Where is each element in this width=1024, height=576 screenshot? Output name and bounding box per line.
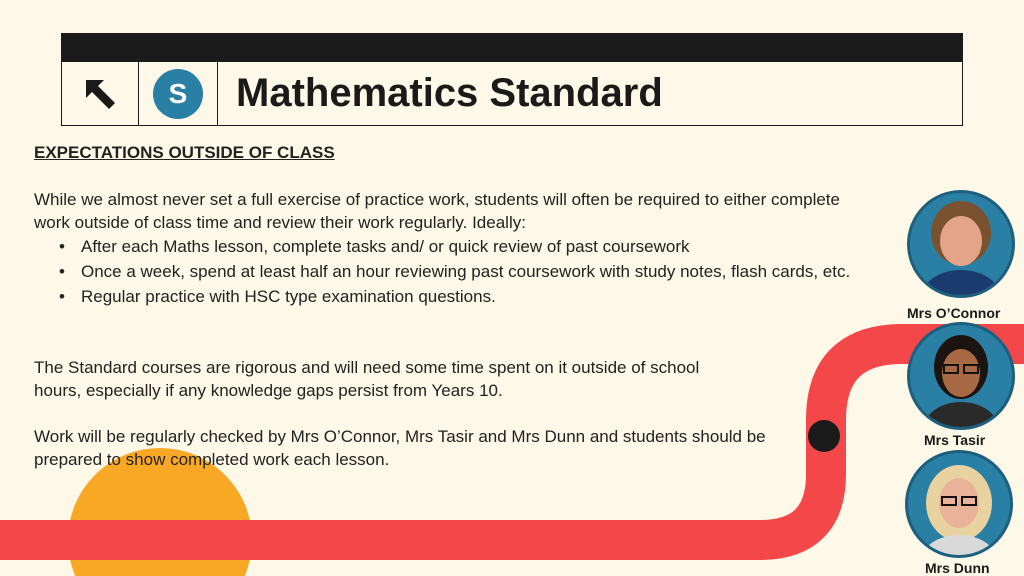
staff-photo-tasir	[907, 322, 1015, 430]
expectations-list	[34, 236, 921, 311]
person-icon	[910, 325, 1012, 427]
staff-photo-oconnor	[907, 190, 1015, 298]
section-heading: EXPECTATIONS OUTSIDE OF CLASS	[34, 143, 335, 162]
staff-photo-dunn	[905, 450, 1013, 558]
back-arrow-cell[interactable]	[62, 62, 139, 125]
arrow-up-left-icon[interactable]	[82, 76, 118, 112]
checking-paragraph: Work will be regularly checked by Mrs O’Connor, Mrs Tasir and Mrs Dunn and students should be prepared to show completed work each lesson.	[34, 427, 766, 469]
list-item: • After each Maths lesson, complete tasks and/ or quick review of past coursework	[81, 236, 921, 258]
header-bar	[61, 33, 963, 126]
person-icon	[908, 453, 1010, 555]
course-badge: S	[153, 69, 203, 119]
staff-name-tasir: Mrs Tasir	[924, 432, 986, 448]
staff-name-oconnor: Mrs O’Connor	[907, 305, 1001, 321]
page-title: Mathematics Standard	[236, 71, 663, 115]
list-item: • Regular practice with HSC type examination questions.	[81, 286, 921, 308]
road-dot	[808, 420, 840, 452]
staff-name-dunn: Mrs Dunn	[925, 560, 990, 576]
course-badge-cell	[139, 62, 218, 125]
header-top-stripe	[62, 34, 962, 62]
rigour-paragraph: The Standard courses are rigorous and will need some time spent on it outside of school hours, especially if any knowledge gaps persist from Years 10.	[34, 358, 700, 400]
person-icon	[910, 193, 1012, 295]
list-item: • Once a week, spend at least half an hour reviewing past coursework with study notes, flash cards, etc.	[81, 261, 921, 283]
intro-paragraph: While we almost never set a full exercise of practice work, students will often be required to either complete work outside of class time and review their work regularly. Ideally:	[34, 190, 840, 232]
